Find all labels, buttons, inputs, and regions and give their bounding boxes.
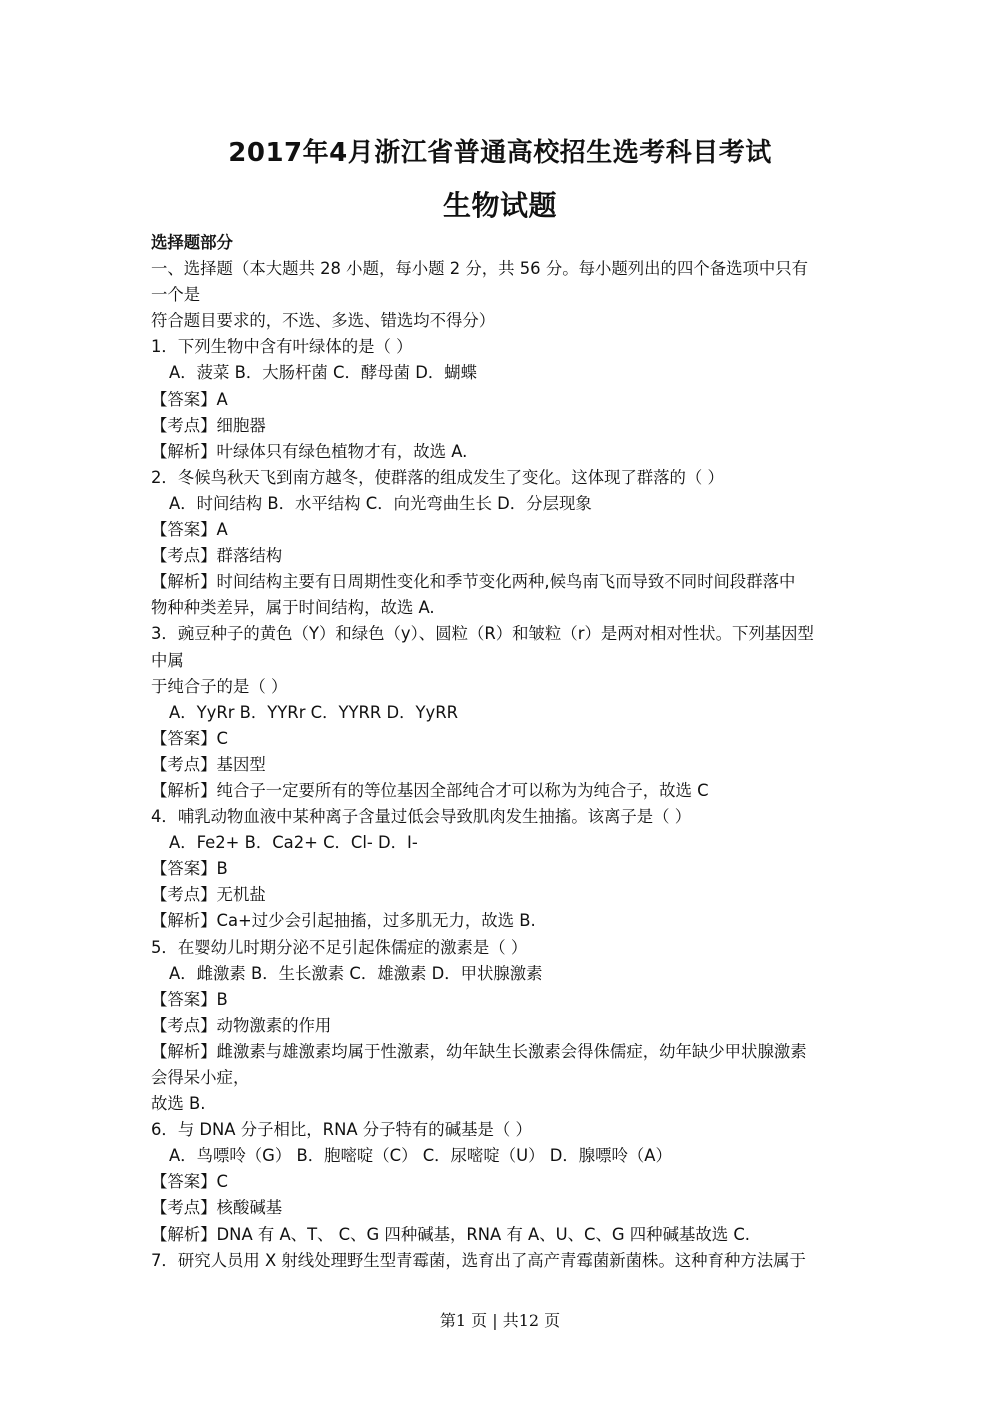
- document-title: 2017年4月浙江省普通高校招生选考科目考试: [228, 138, 772, 168]
- text-line: 一个是: [151, 285, 201, 305]
- text-line: 【答案】B: [151, 859, 228, 879]
- page-footer: 第1 页 | 共12 页: [439, 1311, 561, 1330]
- question-options: A．YyRr B．YYRr C．YYRR D．YyRR: [169, 702, 458, 722]
- document-subtitle: 生物试题: [442, 189, 557, 222]
- text-line: 故选 B.: [151, 1094, 206, 1114]
- text-line: 7．研究人员用 X 射线处理野生型青霉菌，选育出了高产青霉菌新菌株。这种育种方法属于: [151, 1250, 806, 1270]
- text-line: 【解析】时间结构主要有日周期性变化和季节变化两种,候鸟南飞而导致不同时间段群落中: [151, 572, 796, 592]
- text-line: 【解析】叶绿体只有绿色植物才有，故选 A.: [151, 441, 468, 461]
- text-line: 【考点】细胞器: [151, 415, 266, 435]
- text-line: 【考点】动物激素的作用: [151, 1015, 332, 1035]
- text-line: 【考点】基因型: [151, 754, 266, 774]
- text-line: 【答案】C: [151, 1172, 229, 1192]
- text-line: 【考点】群落结构: [151, 546, 283, 566]
- text-line: 【解析】DNA 有 A、T、 C、G 四种碱基，RNA 有 A、U、C、G 四种碱基故选 C.: [151, 1224, 751, 1244]
- question-options: A．菠菜 B．大肠杆菌 C．酵母菌 D．蝴蝶: [169, 363, 478, 383]
- question-options: A．雌激素 B．生长激素 C．雄激素 D．甲状腺激素: [169, 963, 543, 983]
- text-line: 【答案】C: [151, 728, 229, 748]
- text-line: 中属: [151, 650, 184, 670]
- text-line: 6．与 DNA 分子相比，RNA 分子特有的碱基是（ ）: [151, 1120, 532, 1140]
- question-options: A．Fe2+ B．Ca2+ C．Cl- D．I-: [169, 833, 418, 853]
- text-line: 物种种类差异，属于时间结构，故选 A.: [151, 598, 435, 618]
- text-line: 一、选择题（本大题共 28 小题，每小题 2 分，共 56 分。每小题列出的四个备选项中只有: [151, 259, 809, 279]
- text-line: 符合题目要求的，不选、多选、错选均不得分）: [151, 311, 496, 331]
- text-line: 于纯合子的是（ ）: [151, 676, 288, 696]
- document-body: [151, 230, 859, 1274]
- text-line: 【考点】无机盐: [151, 885, 266, 905]
- text-line: 会得呆小症，: [151, 1068, 250, 1087]
- question-options: A．鸟嘌呤（G） B．胞嘧啶（C） C．尿嘧啶（U） D．腺嘌呤（A）: [169, 1146, 672, 1166]
- text-line: 2．冬候鸟秋天飞到南方越冬，使群落的组成发生了变化。这体现了群落的（ ）: [151, 467, 724, 487]
- question-options: A．时间结构 B．水平结构 C．向光弯曲生长 D．分层现象: [169, 493, 592, 513]
- text-line: 4．哺乳动物血液中某种离子含量过低会导致肌肉发生抽搐。该离子是（ ）: [151, 807, 692, 827]
- section-heading: 选择题部分: [151, 233, 233, 252]
- text-line: 【考点】核酸碱基: [151, 1198, 283, 1218]
- text-line: 【答案】A: [151, 520, 228, 540]
- text-line: 【答案】B: [151, 989, 228, 1009]
- text-line: 【解析】雌激素与雄激素均属于性激素，幼年缺生长激素会得侏儒症，幼年缺少甲状腺激素: [151, 1041, 807, 1061]
- text-line: 【答案】A: [151, 389, 228, 409]
- text-line: 【解析】Ca+过少会引起抽搐，过多肌无力，故选 B.: [151, 911, 536, 931]
- text-line: 1．下列生物中含有叶绿体的是（ ）: [151, 337, 413, 357]
- text-line: 5．在婴幼儿时期分泌不足引起侏儒症的激素是（ ）: [151, 937, 528, 957]
- text-line: 【解析】纯合子一定要所有的等位基因全部纯合才可以称为为纯合子，故选 C: [151, 780, 709, 800]
- text-line: 3．豌豆种子的黄色（Y）和绿色（y）、圆粒（R）和皱粒（r）是两对相对性状。下列基因型: [151, 624, 814, 644]
